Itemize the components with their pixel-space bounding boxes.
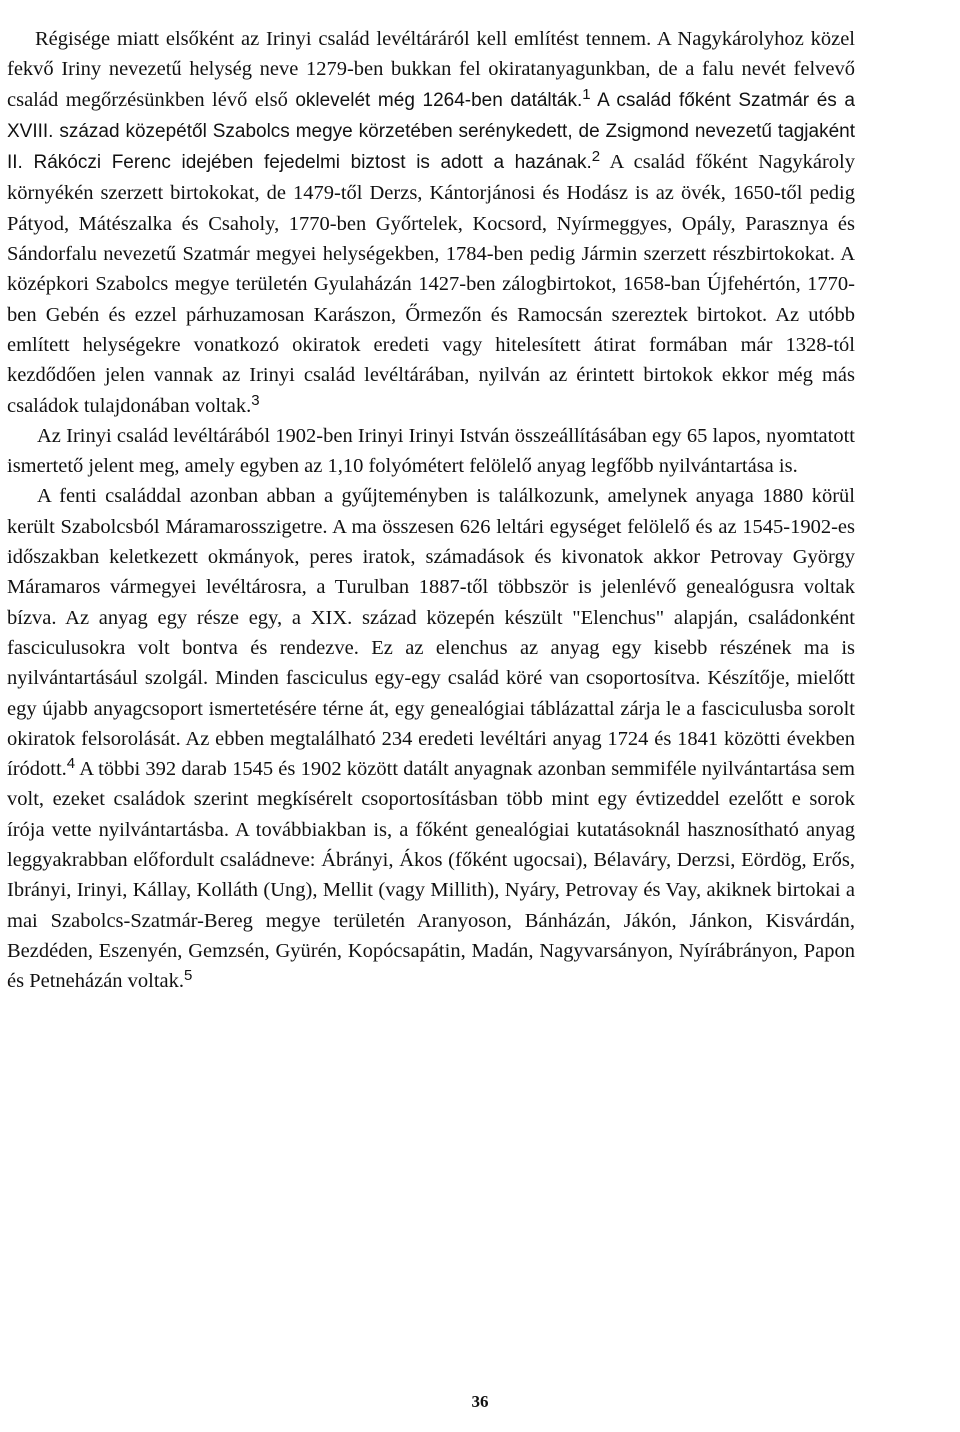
body-text	[7, 24, 855, 997]
text-run: Régisége miatt elsőként az Irinyi család levéltáráról kell említést tennem. A Nagykárolyhoz közel fekvő Iriny nevezetű helység neve 1279-ben bukkan fel okiratanyagunkban, de a falu nevét felvevő család megőrzésünkben lévő első	[7, 28, 855, 111]
text-run: A fenti családdal azonban abban a gyűjteményben is találkozunk, amelynek anyaga 1880 körül került Szabolcsból Máramarosszigetre. A ma összesen 626 leltári egységet felölelő és az 1545-1902-es időszakban keletkezett okmányok, peres iratok, számadások és kivonatok akkor Petrovay György Máramaros vármegyei levéltárosra, a Turulban 1887-től többször is jelenlévő genealógusra voltak bízva. Az anyag egy része egy, a XIX. század közepén készült "Elenchus" alapján, családonként fasciculusokra volt bontva és rendezve. Ez az elenchus az anyag egy kisebb részének ma is nyilvántartásául szolgál. Minden fasciculus egy-egy család köré van csoportosítva. Készítője, mielőtt egy újabb anyagcsoport ismertetésére térne át, egy genealógiai táblázattal zárja le a fasciculusba sorolt okiratok felsorolását. Az ebben megtalálható 234 eredeti levéltári anyag 1724 és 1841 közötti években íródott.	[7, 485, 855, 781]
paragraph	[7, 481, 855, 996]
text-run: A család főként Nagykároly környékén szerzett birtokokat, de 1479-től Derzs, Kántorjánosi és Hodász is az övék, 1650-től pedig Pátyod, Mátészalka és Csaholy, 1770-ben Győrtelek, Kocsord, Nyírmeggyes, Opály, Parasznya és Sándorfalu nevezetű Szatmár megyei helységekben, 1784-ben pedig Jármin szerzett részbirtokokat. A középkori Szabolcs megye területén Gyulaházán 1427-ben zálogbirtokot, 1658-ban Újfehértón, 1770-ben Gebén és ezzel párhuzamosan Karászon, Őrmezőn és Ramocsán szereztek birtokot. Az utóbb említett helységekre vonatkozó okiratok eredeti vagy hitelesített átirat formában már 1328-tól kezdődően jelen vannak az Irinyi család levéltárában, nyilván az érintett birtokok ekkor még más családok tulajdonában voltak.	[7, 151, 855, 417]
footnote-reference: 3	[251, 391, 260, 409]
text-run: A család főként Szatmár és a XVIII. század közepétől Szabolcs megye körzetében serénykedett, de Zsigmond nevezetű tagjaként II. Rákóczi Ferenc idejében fejedelmi biztost is adott a hazának.	[7, 89, 855, 174]
paragraph	[7, 24, 855, 421]
text-run: oklevelét még 1264-ben datálták.	[295, 89, 583, 111]
paragraph	[7, 421, 855, 482]
text-run: Az Irinyi család levéltárából 1902-ben Irinyi Irinyi István összeállításában egy 65 lapos, nyomtatott ismertető jelent meg, amely egyben az 1,10 folyómétert felölelő anyag legfőbb nyilvántartása is.	[7, 424, 855, 478]
footnote-reference: 4	[66, 755, 76, 773]
footnote-reference: 2	[591, 148, 601, 166]
text-run: A többi 392 darab 1545 és 1902 között datált anyagnak azonban semmiféle nyilvántartása sem volt, ezeket családok szerint megkísérelt csoportosításban több mint egy évtizeddel ezelőtt e sorok írója vette nyilvántartásba. A továbbiakban is, a főként genealógiai kutatásoknál hasznosítható anyag leggyakrabban előfordult családneve: Ábrányi, Ákos (főként ugocsai), Bélaváry, Derzsi, Eördög, Erős, Ibrányi, Irinyi, Kállay, Kolláth (Ung), Mellit (vagy Millith), Nyáry, Petrovay és Vay, akiknek birtokai a mai Szabolcs-Szatmár-Bereg megye területén Aranyoson, Bánházán, Jákón, Jánkon, Kisvárdán, Bezdéden, Eszenyén, Gemzsén, Gyürén, Kopócsapátin, Madán, Nagyvarsányon, Nyírábrányon, Papon és Petneházán voltak.	[7, 758, 855, 993]
footnote-reference: 1	[582, 85, 591, 103]
page-number: 36	[471, 1392, 489, 1411]
footnote-reference: 5	[184, 967, 193, 985]
